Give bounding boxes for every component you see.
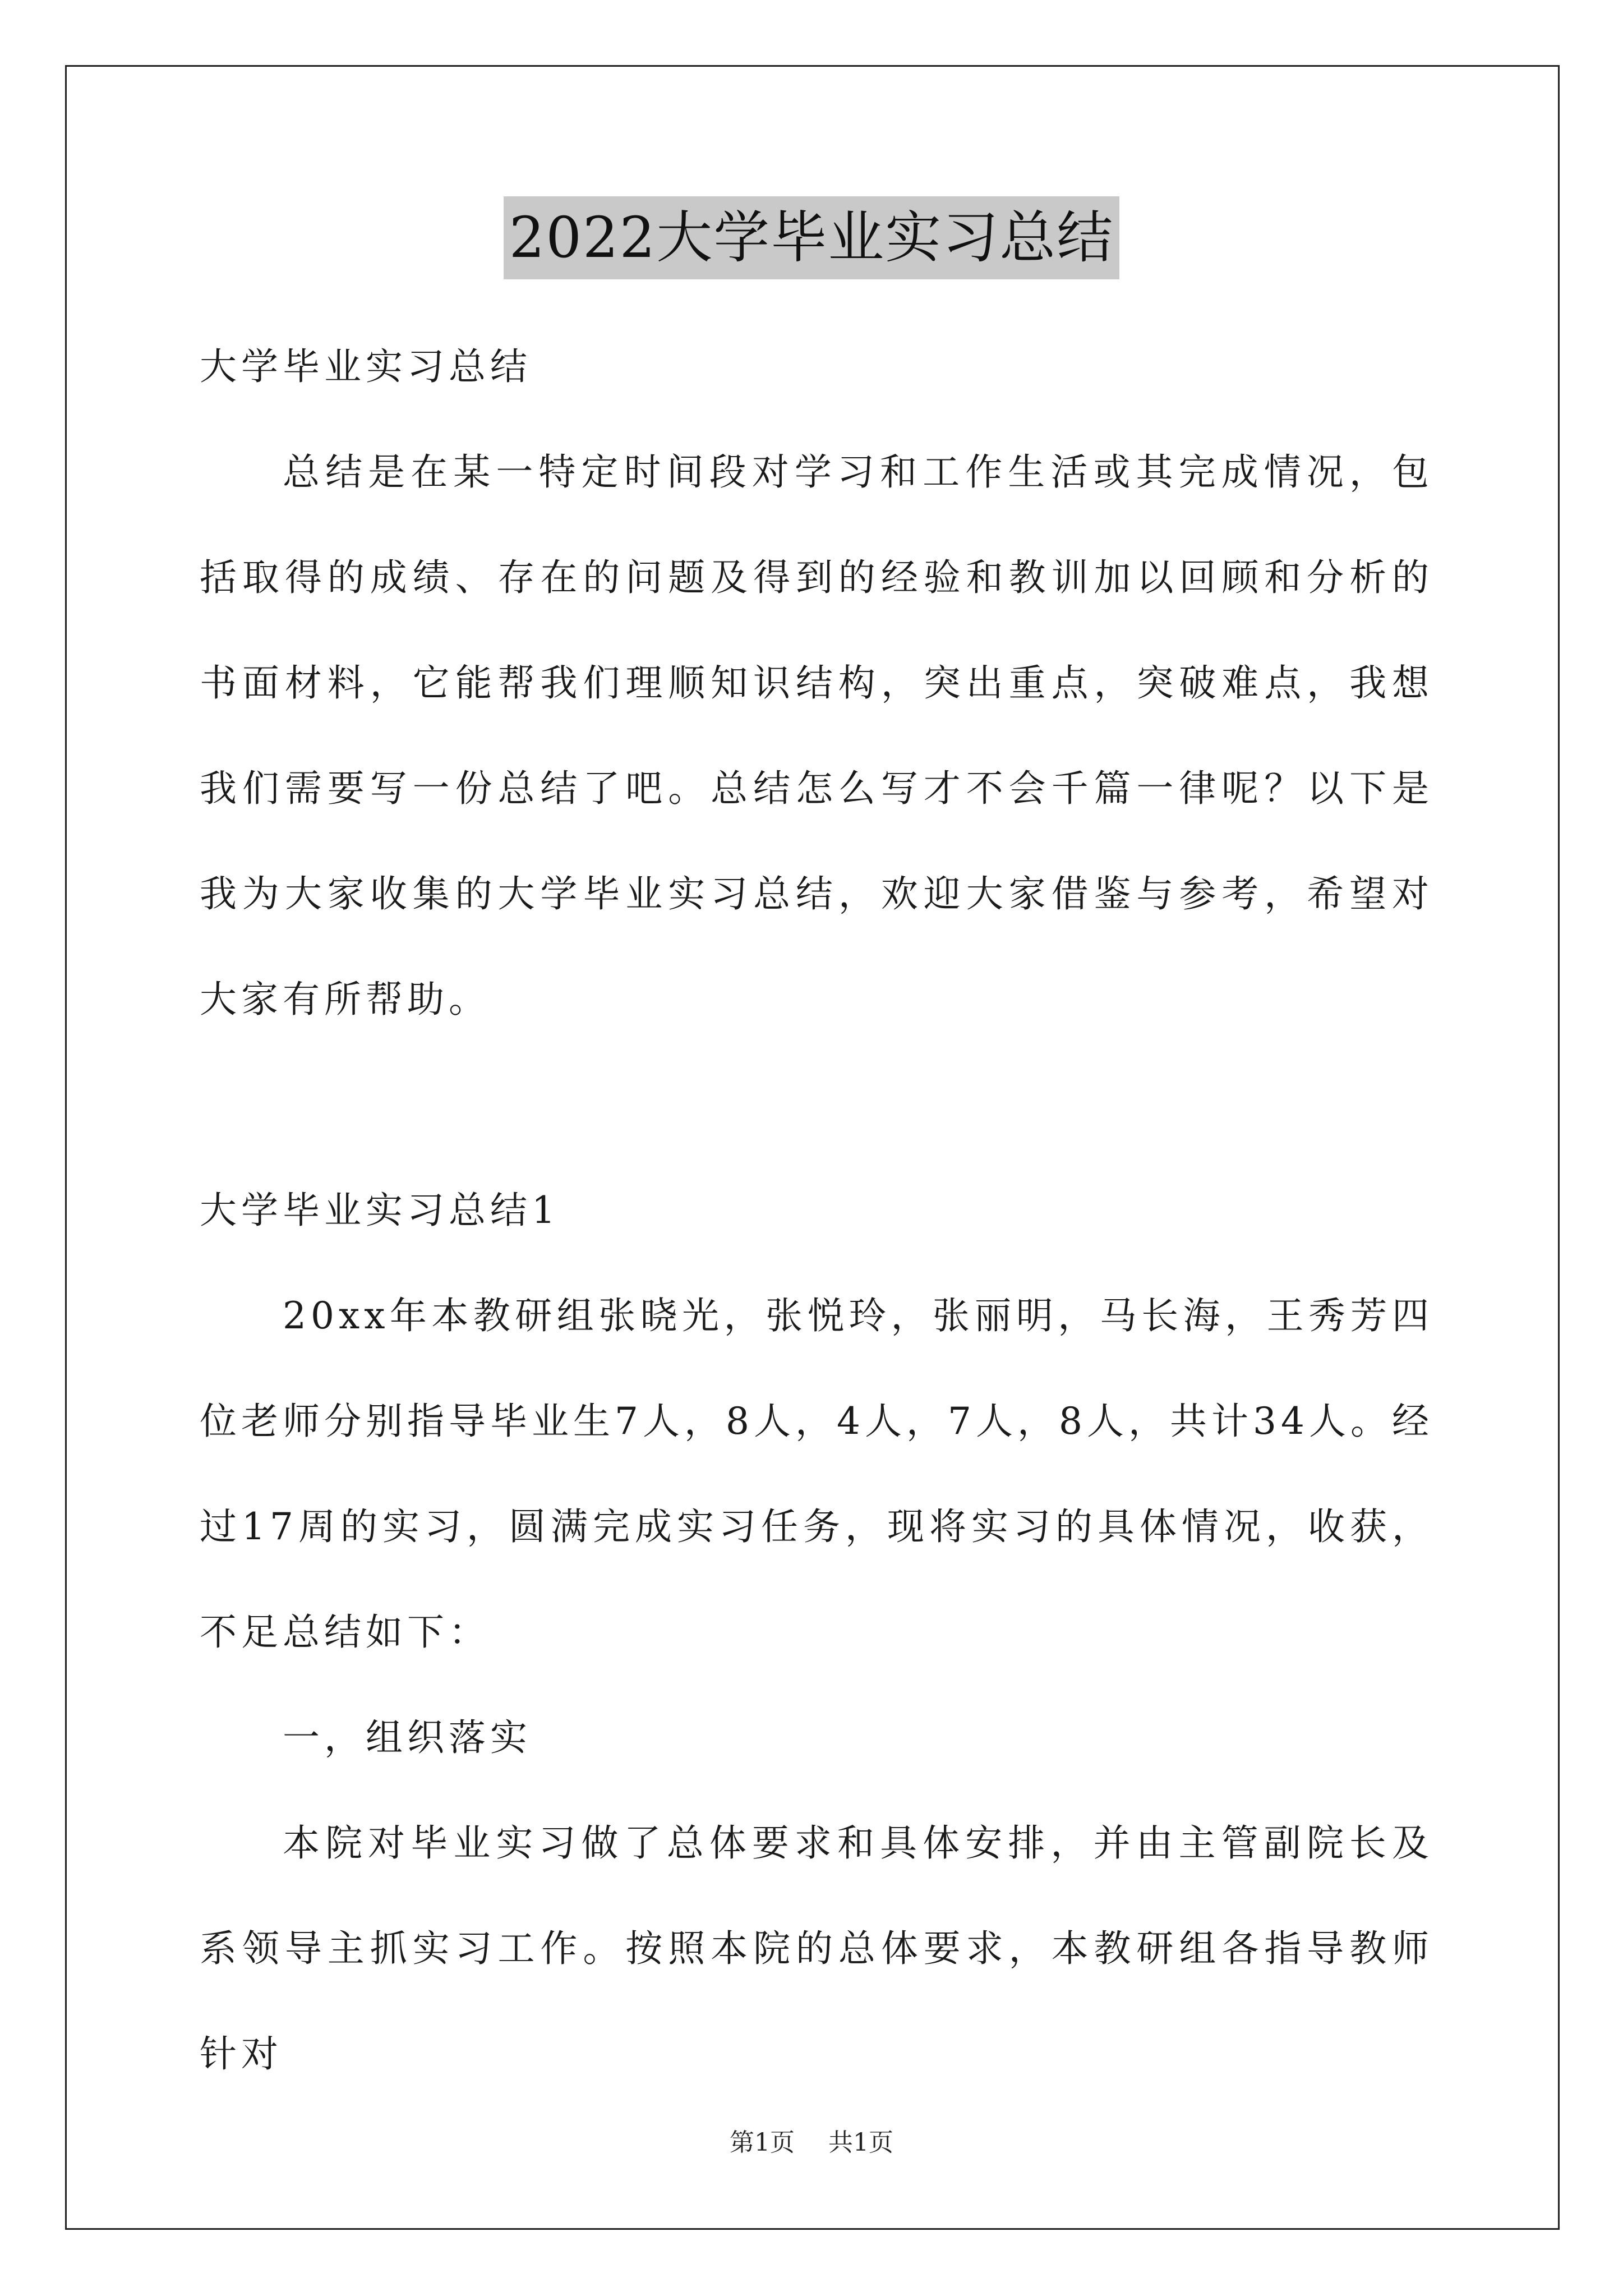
document-title: 2022大学毕业实习总结 [504,196,1120,279]
paragraph-spacer [200,1052,1433,1158]
section-heading: 大学毕业实习总结 [200,345,532,388]
page-number: 第1页 [730,2128,795,2157]
page-footer [0,2126,1623,2160]
body-paragraph: 20xx年本教研组张晓光，张悦玲，张丽明，马长海，王秀芳四位老师分别指导毕业生7人，8人，4人，7人，8人，共计34人。经过17周的实习，圆满完成实习任务，现将实习的具体情况，收获，不足总结如下： [200,1294,1433,1654]
document-body [200,314,1433,2107]
subsection-heading: 一，组织落实 [283,1716,532,1759]
page-total: 共1页 [828,2128,893,2157]
intro-paragraph: 总结是在某一特定时间段对学习和工作生活或其完成情况，包括取得的成绩、存在的问题及得到的经验和教训加以回顾和分析的书面材料，它能帮我们理顺知识结构，突出重点，突破难点，我想我们需要写一份总结了吧。总结怎么写才不会千篇一律呢？以下是我为大家收集的大学毕业实习总结，欢迎大家借鉴与参考，希望对大家有所帮助。 [200,450,1433,1021]
title-container [0,196,1623,279]
body-paragraph: 本院对毕业实习做了总体要求和具体安排，并由主管副院长及系领导主抓实习工作。按照本院的总体要求，本教研组各指导教师针对 [200,1821,1433,2076]
section-heading-1: 大学毕业实习总结1 [200,1189,560,1232]
